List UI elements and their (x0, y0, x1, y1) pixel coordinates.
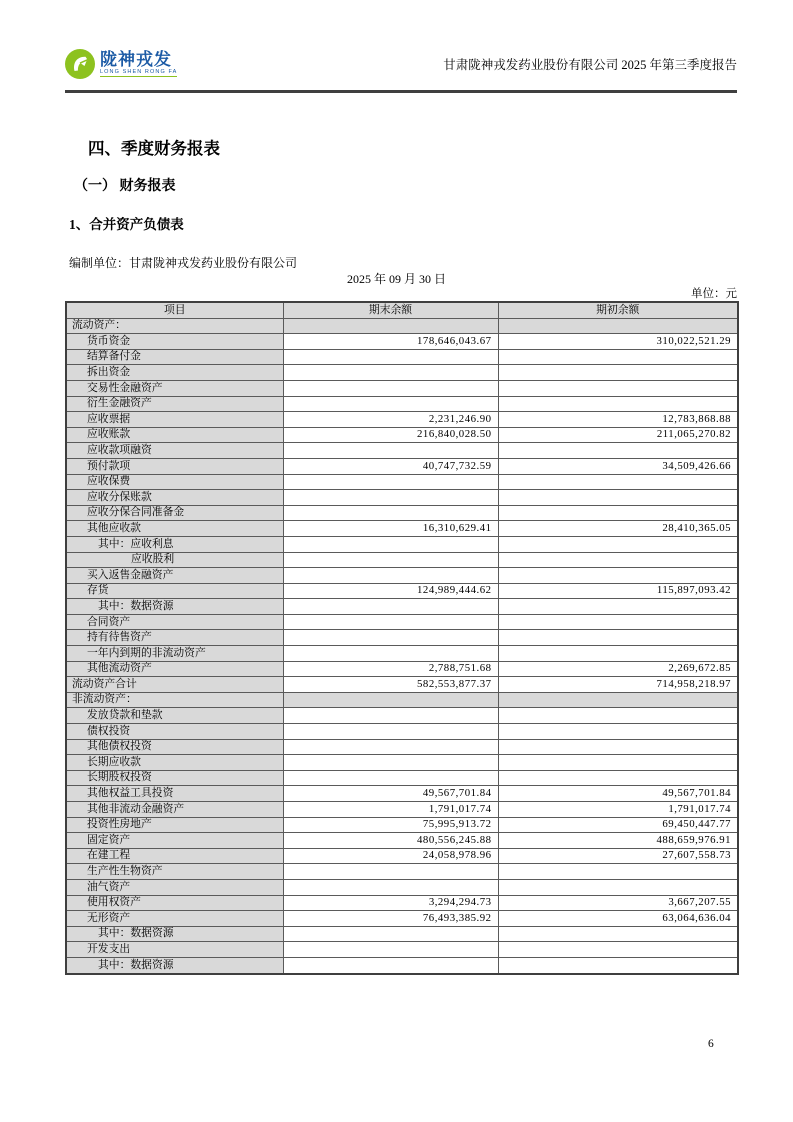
ending-balance-cell: 216,840,028.50 (283, 427, 498, 443)
statement-heading: 1、合并资产负债表 (69, 217, 184, 232)
item-label: 买入返售金融资产 (66, 568, 283, 584)
ending-balance-cell: 2,788,751.68 (283, 661, 498, 677)
table-row (66, 911, 738, 927)
beginning-balance-cell (498, 770, 738, 786)
lsrf-logo-icon (65, 49, 95, 79)
column-header-item: 项目 (66, 302, 283, 318)
beginning-balance-cell (498, 755, 738, 771)
item-label: 固定资产 (66, 833, 283, 849)
item-label: 其中：数据资源 (66, 926, 283, 942)
item-label: 其他非流动金融资产 (66, 802, 283, 818)
beginning-balance-cell (498, 864, 738, 880)
ending-balance-cell: 480,556,245.88 (283, 833, 498, 849)
table-row (66, 427, 738, 443)
company-logo (65, 49, 177, 79)
balance-sheet-body (66, 318, 738, 973)
item-label: 油气资产 (66, 879, 283, 895)
table-row (66, 630, 738, 646)
ending-balance-cell: 124,989,444.62 (283, 583, 498, 599)
ending-balance-cell (283, 474, 498, 490)
ending-balance-cell: 1,791,017.74 (283, 802, 498, 818)
page-header (65, 44, 737, 93)
ending-balance-cell: 2,231,246.90 (283, 412, 498, 428)
item-label: 合同资产 (66, 614, 283, 630)
table-row (66, 895, 738, 911)
beginning-balance-cell: 28,410,365.05 (498, 521, 738, 537)
beginning-balance-cell (498, 879, 738, 895)
table-row (66, 521, 738, 537)
ending-balance-cell (283, 614, 498, 630)
ending-balance-cell (283, 490, 498, 506)
beginning-balance-cell (498, 630, 738, 646)
column-header-ending-balance: 期末余额 (283, 302, 498, 318)
beginning-balance-cell (498, 614, 738, 630)
item-label: 应收账款 (66, 427, 283, 443)
ending-balance-cell (283, 349, 498, 365)
table-row (66, 708, 738, 724)
table-row (66, 568, 738, 584)
table-row (66, 942, 738, 958)
beginning-balance-cell (498, 349, 738, 365)
ending-balance-cell (283, 739, 498, 755)
table-row (66, 583, 738, 599)
ending-balance-cell (283, 926, 498, 942)
logo-name-cn: 陇神戎发 (100, 49, 172, 69)
item-label: 无形资产 (66, 911, 283, 927)
beginning-balance-cell: 115,897,093.42 (498, 583, 738, 599)
balance-sheet-table (65, 301, 739, 975)
item-label: 其他债权投资 (66, 739, 283, 755)
item-label: 其他流动资产 (66, 661, 283, 677)
table-row (66, 490, 738, 506)
table-row (66, 396, 738, 412)
item-label: 债权投资 (66, 724, 283, 740)
beginning-balance-cell: 310,022,521.29 (498, 334, 738, 350)
ending-balance-cell: 40,747,732.59 (283, 458, 498, 474)
item-label: 一年内到期的非流动资产 (66, 646, 283, 662)
table-row (66, 817, 738, 833)
beginning-balance-cell: 2,269,672.85 (498, 661, 738, 677)
item-label: 其他应收款 (66, 521, 283, 537)
prepared-by: 编制单位：甘肃陇神戎发药业股份有限公司 (69, 256, 298, 270)
logo-name-en: LONG SHEN RONG FA (100, 70, 177, 78)
beginning-balance-cell: 211,065,270.82 (498, 427, 738, 443)
item-label: 其他权益工具投资 (66, 786, 283, 802)
beginning-balance-cell: 488,659,976.91 (498, 833, 738, 849)
ending-balance-cell (283, 443, 498, 459)
ending-balance-cell (283, 957, 498, 973)
table-row (66, 848, 738, 864)
item-label: 开发支出 (66, 942, 283, 958)
ending-balance-cell (283, 380, 498, 396)
item-label: 应收股利 (66, 552, 283, 568)
ending-balance-cell (283, 505, 498, 521)
ending-balance-cell: 582,553,877.37 (283, 677, 498, 693)
beginning-balance-cell (498, 365, 738, 381)
beginning-balance-cell (498, 536, 738, 552)
ending-balance-cell (283, 708, 498, 724)
item-label: 应收保费 (66, 474, 283, 490)
currency-unit: 单位：元 (691, 288, 737, 300)
ending-balance-cell: 75,995,913.72 (283, 817, 498, 833)
table-row (66, 334, 738, 350)
item-label: 衍生金融资产 (66, 396, 283, 412)
item-label: 发放贷款和垫款 (66, 708, 283, 724)
beginning-balance-cell: 49,567,701.84 (498, 786, 738, 802)
beginning-balance-cell (498, 599, 738, 615)
beginning-balance-cell (498, 739, 738, 755)
item-label: 投资性房地产 (66, 817, 283, 833)
section-heading: 四、季度财务报表 (88, 139, 220, 158)
table-header-row (66, 302, 738, 318)
ending-balance-cell (283, 396, 498, 412)
beginning-balance-cell (498, 692, 738, 708)
table-row (66, 599, 738, 615)
table-row (66, 833, 738, 849)
beginning-balance-cell (498, 490, 738, 506)
beginning-balance-cell (498, 646, 738, 662)
item-label: 预付款项 (66, 458, 283, 474)
beginning-balance-cell (498, 474, 738, 490)
ending-balance-cell (283, 770, 498, 786)
item-label: 使用权资产 (66, 895, 283, 911)
item-label: 应收款项融资 (66, 443, 283, 459)
ending-balance-cell (283, 724, 498, 740)
table-row (66, 536, 738, 552)
ending-balance-cell (283, 879, 498, 895)
item-label: 其中：数据资源 (66, 957, 283, 973)
ending-balance-cell: 16,310,629.41 (283, 521, 498, 537)
table-row (66, 879, 738, 895)
ending-balance-cell (283, 755, 498, 771)
table-row (66, 864, 738, 880)
item-label: 在建工程 (66, 848, 283, 864)
table-row (66, 505, 738, 521)
section-row (66, 692, 738, 708)
item-label: 非流动资产： (66, 692, 283, 708)
beginning-balance-cell: 714,958,218.97 (498, 677, 738, 693)
table-row (66, 739, 738, 755)
item-label: 应收分保账款 (66, 490, 283, 506)
beginning-balance-cell (498, 568, 738, 584)
table-row (66, 724, 738, 740)
item-label: 生产性生物资产 (66, 864, 283, 880)
table-row (66, 770, 738, 786)
beginning-balance-cell: 12,783,868.88 (498, 412, 738, 428)
item-label: 长期股权投资 (66, 770, 283, 786)
item-label: 交易性金融资产 (66, 380, 283, 396)
item-label: 存货 (66, 583, 283, 599)
table-row (66, 349, 738, 365)
logo-text (100, 51, 177, 78)
item-label: 流动资产合计 (66, 677, 283, 693)
item-label: 流动资产： (66, 318, 283, 334)
beginning-balance-cell (498, 926, 738, 942)
ending-balance-cell: 76,493,385.92 (283, 911, 498, 927)
item-label: 结算备付金 (66, 349, 283, 365)
beginning-balance-cell (498, 552, 738, 568)
ending-balance-cell: 178,646,043.67 (283, 334, 498, 350)
table-row (66, 380, 738, 396)
page-number: 6 (708, 1038, 714, 1050)
table-row (66, 443, 738, 459)
beginning-balance-cell: 3,667,207.55 (498, 895, 738, 911)
beginning-balance-cell (498, 443, 738, 459)
beginning-balance-cell (498, 318, 738, 334)
ending-balance-cell (283, 692, 498, 708)
table-row (66, 926, 738, 942)
ending-balance-cell (283, 864, 498, 880)
ending-balance-cell (283, 536, 498, 552)
ending-balance-cell: 24,058,978.96 (283, 848, 498, 864)
table-row (66, 614, 738, 630)
table-row (66, 646, 738, 662)
table-row (66, 474, 738, 490)
beginning-balance-cell (498, 505, 738, 521)
beginning-balance-cell: 1,791,017.74 (498, 802, 738, 818)
item-label: 应收分保合同准备金 (66, 505, 283, 521)
beginning-balance-cell (498, 380, 738, 396)
beginning-balance-cell (498, 724, 738, 740)
table-row (66, 458, 738, 474)
beginning-balance-cell (498, 708, 738, 724)
beginning-balance-cell: 63,064,636.04 (498, 911, 738, 927)
ending-balance-cell (283, 630, 498, 646)
table-row (66, 755, 738, 771)
item-label: 持有待售资产 (66, 630, 283, 646)
beginning-balance-cell: 34,509,426.66 (498, 458, 738, 474)
ending-balance-cell (283, 942, 498, 958)
ending-balance-cell: 3,294,294.73 (283, 895, 498, 911)
item-label: 拆出资金 (66, 365, 283, 381)
item-label: 应收票据 (66, 412, 283, 428)
subsection-heading: （一） 财务报表 (74, 179, 176, 194)
table-row (66, 412, 738, 428)
item-label: 长期应收款 (66, 755, 283, 771)
table-row (66, 802, 738, 818)
item-label: 其中：数据资源 (66, 599, 283, 615)
column-header-beginning-balance: 期初余额 (498, 302, 738, 318)
section-row (66, 318, 738, 334)
ending-balance-cell (283, 568, 498, 584)
table-row (66, 786, 738, 802)
beginning-balance-cell (498, 942, 738, 958)
table-row (66, 552, 738, 568)
table-row (66, 957, 738, 973)
beginning-balance-cell: 69,450,447.77 (498, 817, 738, 833)
item-label: 其中：应收利息 (66, 536, 283, 552)
beginning-balance-cell: 27,607,558.73 (498, 848, 738, 864)
report-title: 甘肃陇神戎发药业股份有限公司 2025 年第三季度报告 (443, 58, 737, 72)
statement-date: 2025 年 09 月 30 日 (346, 272, 446, 286)
table-row (66, 661, 738, 677)
item-label: 货币资金 (66, 334, 283, 350)
beginning-balance-cell (498, 396, 738, 412)
beginning-balance-cell (498, 957, 738, 973)
table-row (66, 677, 738, 693)
ending-balance-cell (283, 318, 498, 334)
ending-balance-cell (283, 599, 498, 615)
ending-balance-cell: 49,567,701.84 (283, 786, 498, 802)
table-row (66, 365, 738, 381)
ending-balance-cell (283, 365, 498, 381)
ending-balance-cell (283, 552, 498, 568)
ending-balance-cell (283, 646, 498, 662)
